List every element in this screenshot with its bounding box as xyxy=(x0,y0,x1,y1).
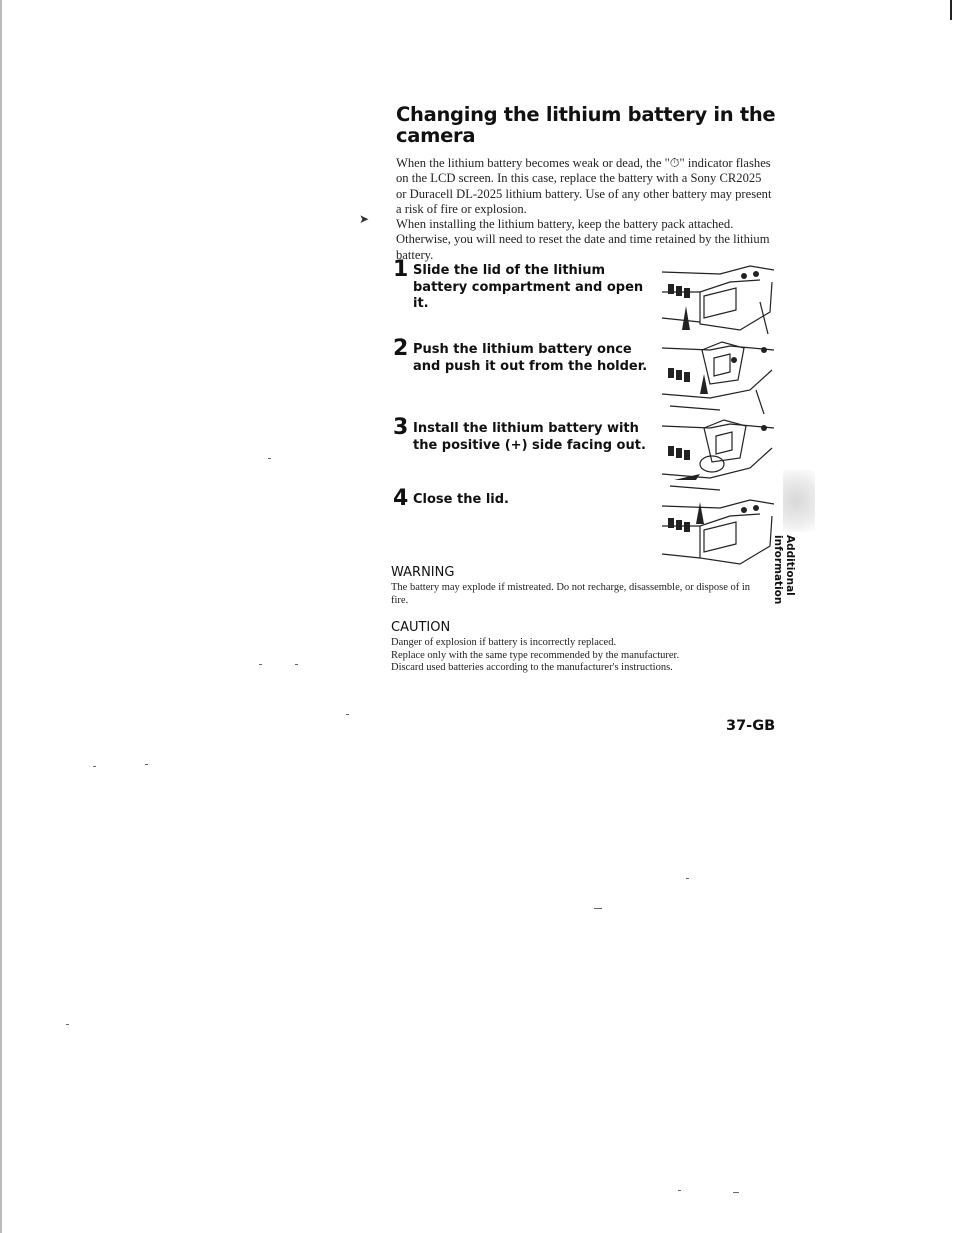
scan-speck xyxy=(268,458,271,459)
battery-remove-illustration xyxy=(660,340,776,418)
caution-text xyxy=(391,637,751,675)
caution-heading: CAUTION xyxy=(391,620,451,635)
warning-heading: WARNING xyxy=(391,565,455,580)
scan-speck xyxy=(594,908,602,909)
margin-arrow-icon: ➤ xyxy=(359,212,370,226)
step-number: 4 xyxy=(393,486,409,511)
step-text: Push the lithium battery once and push it out from the holder. xyxy=(413,342,648,374)
battery-lid-close-illustration xyxy=(660,496,776,574)
scan-edge-left xyxy=(0,0,2,1233)
battery-lid-open-illustration xyxy=(660,262,776,340)
scan-speck xyxy=(346,714,349,715)
intro-paragraph-1: When the lithium battery becomes weak or dead, the "⏱" indicator flashes on the LCD screen. In this case, replace the battery with a Sony CR2025 or Duracell DL-2025 lithium battery. Use of any other battery may present a risk of fire or explosion. xyxy=(396,156,772,216)
scan-speck xyxy=(93,766,96,767)
intro-text xyxy=(396,156,774,263)
step-text: Slide the lid of the lithium battery compartment and open it. xyxy=(413,263,644,311)
step-text: Close the lid. xyxy=(413,492,509,507)
caution-line: Replace only with the same type recommended by the manufacturer. xyxy=(391,649,680,661)
step-text: Install the lithium battery with the positive (+) side facing out. xyxy=(413,421,646,453)
caution-line: Discard used batteries according to the manufacturer's instructions. xyxy=(391,662,673,673)
scan-speck xyxy=(145,764,148,765)
intro-paragraph-2: When installing the lithium battery, keep the battery pack attached. Otherwise, you will need to reset the date and time retained by the lithium battery. xyxy=(396,217,770,262)
scan-speck xyxy=(686,878,689,879)
scan-edge-right xyxy=(950,0,952,20)
scan-speck xyxy=(259,664,262,665)
page-title: Changing the lithium battery in the camera xyxy=(396,103,776,147)
scan-speck xyxy=(733,1192,739,1193)
caution-line: Danger of explosion if battery is incorrectly replaced. xyxy=(391,637,617,648)
page-number: 37-GB xyxy=(726,718,776,734)
warning-text: The battery may explode if mistreated. Do not recharge, disassemble, or dispose of in fire. xyxy=(391,582,751,606)
step-number: 3 xyxy=(393,415,409,440)
step-number: 1 xyxy=(393,257,409,282)
scan-speck xyxy=(66,1024,69,1025)
section-tab-shade xyxy=(783,470,815,532)
battery-install-illustration xyxy=(660,418,776,496)
scan-speck xyxy=(678,1190,681,1191)
section-tab-label: Additional information xyxy=(772,535,796,605)
step-number: 2 xyxy=(393,336,409,361)
scan-speck xyxy=(295,664,298,665)
